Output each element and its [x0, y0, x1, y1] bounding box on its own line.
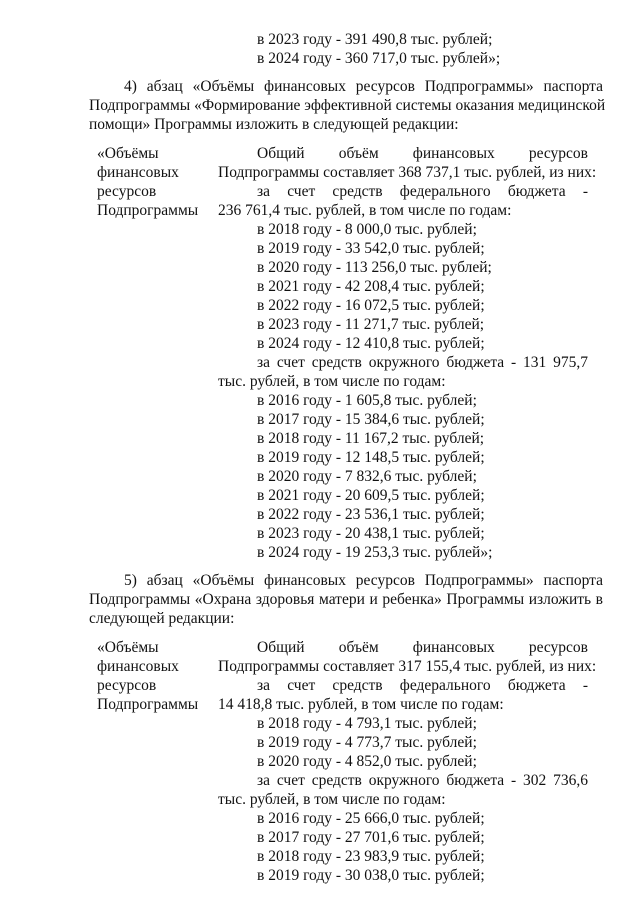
- year-line: в 2016 году - 25 666,0 тыс. рублей;: [257, 810, 485, 827]
- year-line: в 2019 году - 30 038,0 тыс. рублей;: [257, 867, 485, 884]
- year-line: в 2016 году - 1 605,8 тыс. рублей;: [257, 392, 477, 409]
- label-line: Подпрограммы: [97, 202, 199, 219]
- text-line: в 2024 году - 360 717,0 тыс. рублей»;: [257, 50, 501, 67]
- okrug-line: за счет средств окружного бюджета - 131 975,7: [257, 354, 588, 371]
- year-line: в 2021 году - 42 208,4 тыс. рублей;: [257, 278, 485, 295]
- year-line: в 2022 году - 23 536,1 тыс. рублей;: [257, 506, 485, 523]
- year-line: в 2020 году - 4 852,0 тыс. рублей;: [257, 753, 477, 770]
- year-line: в 2021 году - 20 609,5 тыс. рублей;: [257, 487, 485, 504]
- year-line: в 2017 году - 15 384,6 тыс. рублей;: [257, 411, 485, 428]
- year-line: в 2018 году - 4 793,1 тыс. рублей;: [257, 715, 477, 732]
- label-line: финансовых: [97, 658, 179, 675]
- okrug-line: тыс. рублей, в том числе по годам:: [218, 791, 446, 808]
- year-line: в 2024 году - 19 253,3 тыс. рублей»;: [257, 544, 493, 561]
- paragraph-line: следующей редакции:: [89, 610, 235, 627]
- total-line: Общий объём финансовых ресурсов: [257, 145, 588, 162]
- year-line: в 2018 году - 11 167,2 тыс. рублей;: [257, 430, 485, 447]
- total-line: Подпрограммы составляет 368 737,1 тыс. рублей, из них:: [218, 164, 597, 181]
- label-line: ресурсов: [97, 183, 157, 200]
- year-line: в 2018 году - 23 983,9 тыс. рублей;: [257, 848, 485, 865]
- okrug-line: тыс. рублей, в том числе по годам:: [218, 373, 446, 390]
- year-line: в 2020 году - 7 832,6 тыс. рублей;: [257, 468, 477, 485]
- label-line: Подпрограммы: [97, 696, 199, 713]
- total-line: Общий объём финансовых ресурсов: [257, 639, 588, 656]
- year-line: в 2019 году - 12 148,5 тыс. рублей;: [257, 449, 485, 466]
- year-line: в 2020 году - 113 256,0 тыс. рублей;: [257, 259, 492, 276]
- year-line: в 2019 году - 4 773,7 тыс. рублей;: [257, 734, 477, 751]
- paragraph-line: помощи» Программы изложить в следующей редакции:: [89, 116, 459, 133]
- label-line: ресурсов: [97, 677, 157, 694]
- year-line: в 2019 году - 33 542,0 тыс. рублей;: [257, 240, 485, 257]
- text-line: в 2023 году - 391 490,8 тыс. рублей;: [257, 31, 493, 48]
- year-line: в 2018 году - 8 000,0 тыс. рублей;: [257, 221, 477, 238]
- federal-line: 14 418,8 тыс. рублей, в том числе по годам:: [218, 696, 504, 713]
- federal-line: за счет средств федерального бюджета -: [257, 183, 588, 200]
- label-line: «Объёмы: [97, 145, 159, 162]
- year-line: в 2024 году - 12 410,8 тыс. рублей;: [257, 335, 485, 352]
- paragraph-line: Подпрограммы «Формирование эффективной системы оказания медицинской: [89, 97, 606, 114]
- label-line: финансовых: [97, 164, 179, 181]
- year-line: в 2023 году - 20 438,1 тыс. рублей;: [257, 525, 485, 542]
- label-line: «Объёмы: [97, 639, 159, 656]
- year-line: в 2023 году - 11 271,7 тыс. рублей;: [257, 316, 485, 333]
- year-line: в 2017 году - 27 701,6 тыс. рублей;: [257, 829, 485, 846]
- paragraph-line: Подпрограммы «Охрана здоровья матери и ребенка» Программы изложить в: [89, 591, 603, 608]
- okrug-line: за счет средств окружного бюджета - 302 736,6: [257, 772, 588, 789]
- year-line: в 2022 году - 16 072,5 тыс. рублей;: [257, 297, 485, 314]
- paragraph-line: 4) абзац «Объёмы финансовых ресурсов Подпрограммы» паспорта: [124, 78, 603, 95]
- paragraph-line: 5) абзац «Объёмы финансовых ресурсов Подпрограммы» паспорта: [124, 572, 603, 589]
- federal-line: 236 761,4 тыс. рублей, в том числе по годам:: [218, 202, 512, 219]
- federal-line: за счет средств федерального бюджета -: [257, 677, 588, 694]
- total-line: Подпрограммы составляет 317 155,4 тыс. рублей, из них:: [218, 658, 597, 675]
